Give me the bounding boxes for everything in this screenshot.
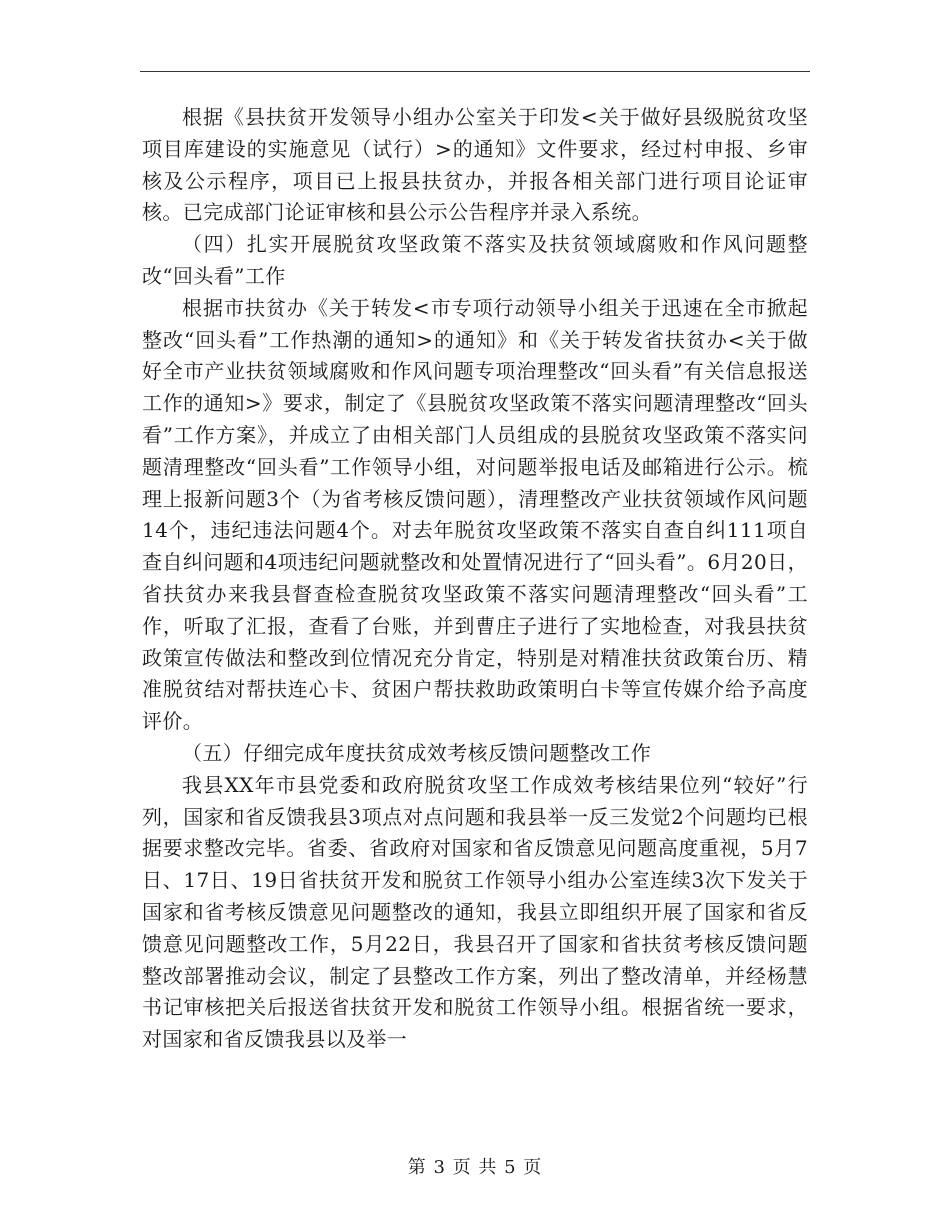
document-body [142,102,808,1056]
paragraph-assessment-feedback: 我县XX年市县党委和政府脱贫攻坚工作成效考核结果位列“较好”行列，国家和省反馈我县3项点对点问题和我县举一反三发觉2个问题均已根据要求整改完毕。省委、省政府对国家和省反馈意见问题高度重视，5月7日、17日、19日省扶贫开发和脱贫工作领导小组办公室连续3次下发关于国家和省考核反馈意见问题整改的通知，我县立即组织开展了国家和省反馈意见问题整改工作，5月22日，我县召开了国家和省扶贫考核反馈问题整改部署推动会议，制定了县整改工作方案，列出了整改清单，并经杨慧书记审核把关后报送省扶贫开发和脱贫工作领导小组。根据省统一要求，对国家和省反馈我县以及举一 [142,772,808,1052]
paragraph-project-library: 根据《县扶贫开发领导小组办公室关于印发<关于做好县级脱贫攻坚项目库建设的实施意见（试行）>的通知》文件要求，经过村申报、乡审核及公示程序，项目已上报县扶贫办，并报各相关部门进行项目论证审核。已完成部门论证审核和县公示公告程序并录入系统。 [142,105,808,225]
page-footer: 第 3 页 共 5 页 [407,1157,543,1178]
section-heading-5: （五）仔细完成年度扶贫成效考核反馈问题整改工作 [182,740,652,765]
paragraph-review-work: 根据市扶贫办《关于转发<市专项行动领导小组关于迅速在全市掀起整改“回头看”工作热潮的通知>的通知》和《关于转发省扶贫办<关于做好全市产业扶贫领域腐败和作风问题专项治理整改“回头看”有关信息报送工作的通知>》要求，制定了《县脱贫攻坚政策不落实问题清理整改“回头看”工作方案》，并成立了由相关部门人员组成的县脱贫攻坚政策不落实问题清理整改“回头看”工作领导小组，对问题举报电话及邮箱进行公示。梳理上报新问题3个（为省考核反馈问题），清理整改产业扶贫领域作风问题14个，违纪违法问题4个。对去年脱贫攻坚政策不落实自查自纠111项自查自纠问题和4项违纪问题就整改和处置情况进行了“回头看”。6月20日，省扶贫办来我县督查检查脱贫攻坚政策不落实问题清理整改“回头看”工作，听取了汇报，查看了台账，并到曹庄子进行了实地检查，对我县扶贫政策宣传做法和整改到位情况充分肯定，特别是对精准扶贫政策台历、精准脱贫结对帮扶连心卡、贫困户帮扶救助政策明白卡等宣传媒介给予高度评价。 [142,295,808,734]
section-heading-4: （四）扎实开展脱贫攻坚政策不落实及扶贫领域腐败和作风问题整改“回头看”工作 [142,232,808,288]
header-rule [140,71,810,72]
